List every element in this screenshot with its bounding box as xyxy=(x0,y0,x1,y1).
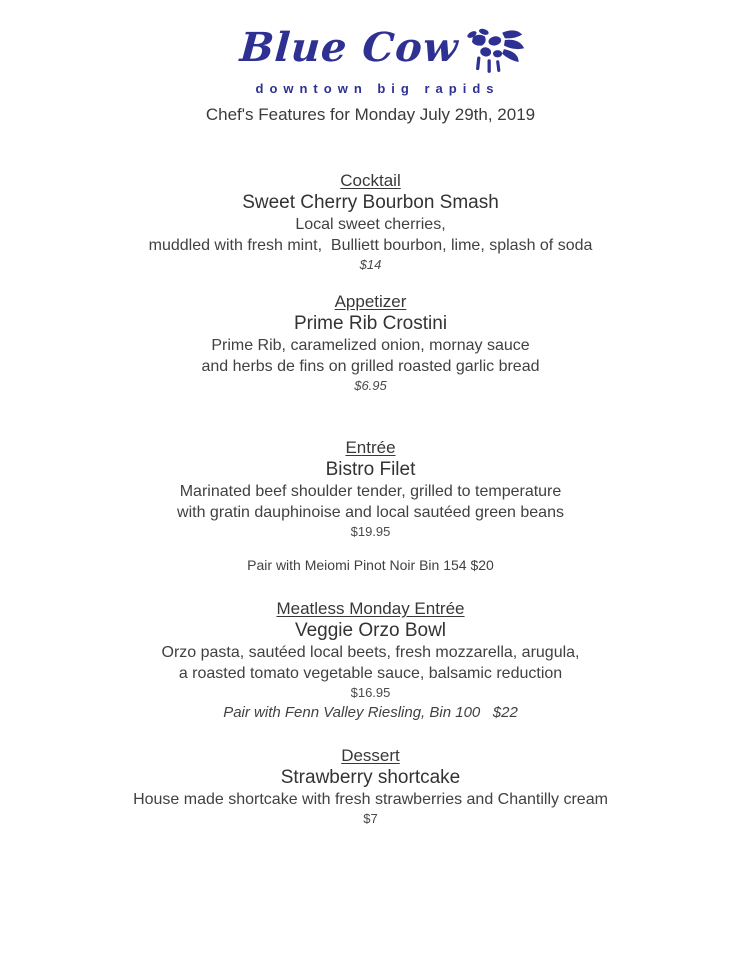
wine-pairing: Pair with Meiomi Pinot Noir Bin 154 $20 xyxy=(247,557,494,573)
item-name: Strawberry shortcake xyxy=(280,767,461,788)
section-heading: Appetizer xyxy=(334,292,407,311)
menu-body xyxy=(0,170,741,828)
item-price: $16.95 xyxy=(350,685,391,700)
item-name: Prime Rib Crostini xyxy=(293,313,448,334)
item-name: Bistro Filet xyxy=(325,459,416,480)
item-description-line: House made shortcake with fresh strawberries and Chantilly cream xyxy=(133,791,608,808)
section-cocktail xyxy=(0,170,741,274)
item-price: $6.95 xyxy=(354,378,387,393)
section-heading: Dessert xyxy=(341,746,400,765)
item-description-line: and herbs de fins on grilled roasted garlic bread xyxy=(201,358,540,375)
section-heading: Entrée xyxy=(345,438,396,457)
cow-icon xyxy=(461,27,525,80)
item-description-line: Prime Rib, caramelized onion, mornay sauce xyxy=(211,337,530,354)
item-name: Sweet Cherry Bourbon Smash xyxy=(242,192,499,213)
logo-wordmark: Blue Cow xyxy=(238,24,461,71)
date-line: Chef's Features for Monday July 29th, 2019 xyxy=(205,105,536,124)
wine-pairing: Pair with Fenn Valley Riesling, Bin 100 $22 xyxy=(223,704,518,721)
section-entree xyxy=(0,437,741,575)
item-description-line: with gratin dauphinoise and local sautéed green beans xyxy=(177,504,564,521)
menu-header xyxy=(0,26,741,126)
logo-tagline: downtown big rapids xyxy=(255,81,500,96)
section-heading: Meatless Monday Entrée xyxy=(276,599,465,618)
section-heading: Cocktail xyxy=(340,171,401,190)
section-dessert xyxy=(0,745,741,828)
section-meatless-monday-entree xyxy=(0,598,741,723)
item-description-line: muddled with fresh mint, Bulliett bourbon, lime, splash of soda xyxy=(148,237,593,254)
logo xyxy=(240,26,524,80)
item-price: $19.95 xyxy=(350,524,391,539)
item-description-line: a roasted tomato vegetable sauce, balsamic reduction xyxy=(178,665,563,682)
item-description-line: Orzo pasta, sautéed local beets, fresh mozzarella, arugula, xyxy=(161,644,580,661)
item-description-line: Marinated beef shoulder tender, grilled to temperature xyxy=(179,483,562,500)
item-price: $14 xyxy=(359,257,382,272)
item-description-line: Local sweet cherries, xyxy=(295,216,446,233)
item-name: Veggie Orzo Bowl xyxy=(294,620,447,641)
section-appetizer xyxy=(0,291,741,395)
item-price: $7 xyxy=(363,811,378,826)
